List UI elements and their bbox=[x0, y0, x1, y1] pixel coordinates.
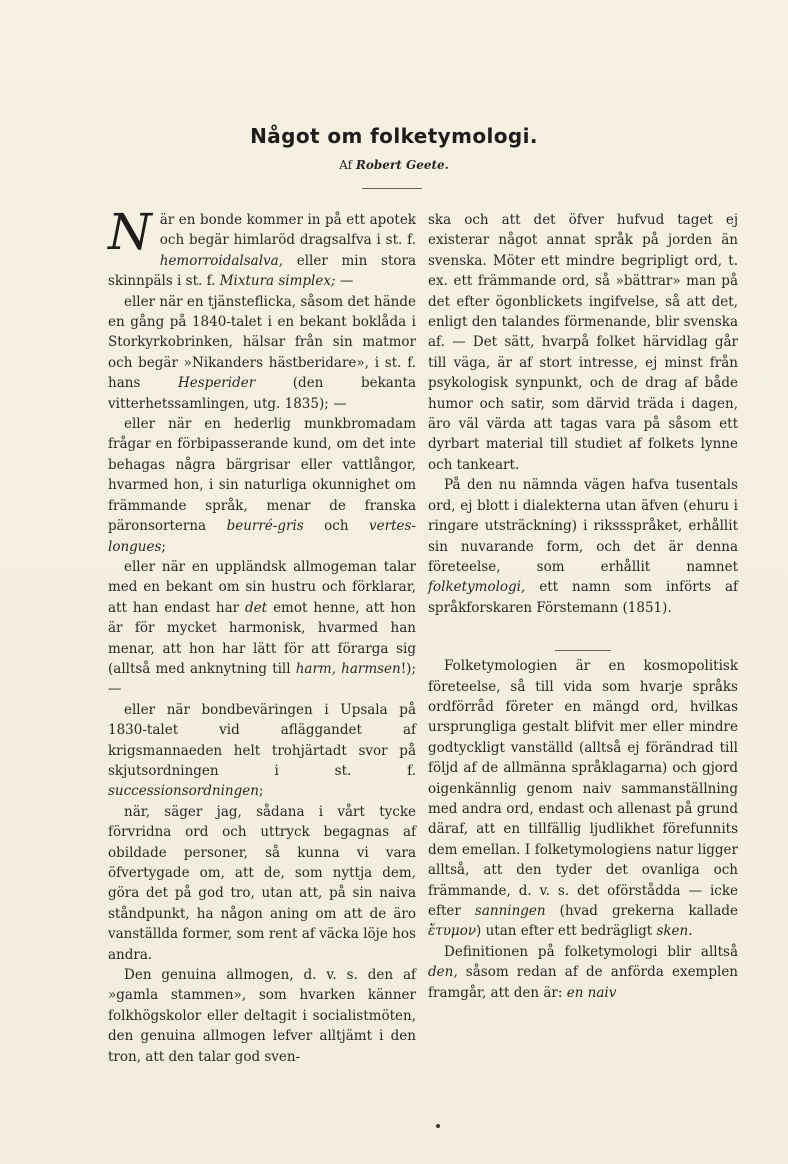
paragraph bbox=[428, 656, 738, 942]
italic-term: sken. bbox=[656, 923, 693, 940]
paragraph bbox=[108, 700, 416, 802]
text: eller min stora skinnpäls i st. f. bbox=[108, 252, 416, 290]
italic-term: successionsordningen bbox=[108, 783, 259, 800]
right-column bbox=[428, 210, 738, 1003]
text: ; bbox=[161, 538, 166, 555]
text: (den bekanta vitterhetssamlingen, utg. 1835); — bbox=[108, 375, 417, 412]
italic-term: det bbox=[245, 599, 268, 616]
italic-term: hemorroidalsalva, bbox=[159, 252, 283, 269]
text: såsom redan af de anförda exemplen framgår, att den är: bbox=[428, 964, 739, 1001]
text: !); — bbox=[108, 660, 416, 698]
text: eller när bondbeväringen i Upsala på 1830-talet vid afläggandet af krigsmannaeden helt trohjärtadt svor på skjutsordningen i st. f. bbox=[108, 701, 416, 779]
paragraph: ska och att det öfver hufvud taget ej existerar något annat språk på jorden än svenska. Möter ett mindre begripligt ord, t. ex. ett främmande ord, så »bättrar» man på det efter ögonblickets ingifvelse, så att det, enligt den talandes förmenande, blir svenska af. — Det sätt, hvarpå folket härvidlag går till väga, är af stort intresse, ej minst från psykologisk synpunkt, och de drag af både humor och satir, som därvid träda i dagen, äro väl värda att tagas vara på såsom ett dyrbart material till studiet af folkets lynne och tankeart. bbox=[428, 212, 738, 473]
section-divider bbox=[555, 650, 611, 651]
italic-term: sanningen bbox=[474, 903, 546, 919]
text: ett namn som införts af språkforskaren Förstemann (1851). bbox=[428, 579, 739, 616]
byline-prefix: Af bbox=[339, 158, 353, 172]
text: ) utan efter ett bedrägligt bbox=[476, 923, 653, 940]
text: eller när en hederlig munkbromadam frågar en förbipasserande kund, om det inte behagas några bärgrisar eller vattlångor, hvarmed hon, i sin naturliga okunnighet om främmande språk, menar de franska päronsorterna bbox=[108, 416, 416, 535]
title-divider bbox=[362, 188, 422, 189]
italic-term: Mixtura simplex; bbox=[219, 273, 336, 290]
drop-cap: N bbox=[108, 203, 152, 261]
italic-term: folketymologi, bbox=[428, 579, 526, 596]
text: är en bonde kommer in på ett apotek och begär himlaröd dragsalfva i st. f. bbox=[159, 212, 416, 249]
paragraph bbox=[428, 942, 738, 1003]
text: eller när en uppländsk allmogeman talar med en bekant om sin hustru och förklarar, att han endast har bbox=[108, 558, 416, 616]
byline bbox=[0, 158, 788, 172]
text: — bbox=[339, 273, 354, 290]
text: På den nu nämnda vägen hafva tusentals ord, ej blott i dialekterna utan äfven (ehuru i ringare utsträckning) i rikssspråket, erhållit sin nuvarande form, och det är denna företeelse, som erhållit namnet bbox=[428, 477, 738, 575]
text: ; bbox=[258, 783, 264, 800]
italic-term: beurré-gris bbox=[226, 518, 304, 535]
author-name: Robert Geete. bbox=[355, 158, 449, 172]
paragraph bbox=[108, 292, 416, 414]
italic-term: en naiv bbox=[566, 984, 617, 1001]
text: emot henne, att hon är för mycket harmonisk, hvarmed han menar, att hon har lätt för att förarga sig (alltså med anknytning till bbox=[108, 599, 416, 677]
left-column bbox=[108, 203, 417, 1067]
page-mark-dot bbox=[436, 1124, 440, 1128]
paragraph bbox=[108, 414, 416, 557]
italic-term: ἔτυμον bbox=[428, 923, 477, 940]
italic-term: vertes-longues bbox=[108, 518, 416, 555]
article-title: Något om folketymologi. bbox=[250, 124, 538, 148]
italic-term: harm, harmsen bbox=[295, 660, 401, 677]
text: eller när en tjänsteflicka, såsom det hände en gång på 1840-talet i en bekant boklåda i Storkyrkobrinken, hälsar från sin matmor och begär »Nikanders hästberidare», i st. f. hans bbox=[108, 293, 416, 392]
text: (hvad grekerna kallade bbox=[559, 903, 739, 919]
paragraph bbox=[428, 475, 738, 618]
paragraph: Den genuina allmogen, d. v. s. den af »gamla stammen», som hvarken känner folkhögskolor eller deltagit i socialistmöten, den genuina allmogen lefver alltjämt i den tron, att den talar god sven- bbox=[108, 967, 416, 1065]
paragraph bbox=[108, 557, 416, 700]
text: och bbox=[324, 518, 349, 535]
text: Folketymologien är en kosmopolitisk företeelse, så till vida som hvarje språks ordförråd företer en mängd ord, hvilkas ursprungliga gestalt blifvit mer eller mindre godtyckligt vanställd (alltså ej förändrad till följd af de allmänna språklagarna) och gjord oigenkännlig genom naiv sammanställning med andra ord, endast och allenast på grund däraf, att en tillfällig ljudlikhet förefunnits dem emellan. I folketymologiens natur ligger alltså, att den tyder det ovanliga och främmande, d. v. s. det oförstådda — icke efter bbox=[428, 658, 738, 919]
italic-term: den, bbox=[428, 964, 458, 981]
text: Definitionen på folketymologi blir alltså bbox=[444, 943, 738, 960]
paragraph: när, säger jag, sådana i vårt tycke förvridna ord och uttryck begagnas af obildade personer, så kunna vi vara öfvertygade om, att de, som nyttja dem, göra det på god tro, utan att, på sin naiva ståndpunkt, ha någon aning om att de äro vanställda former, som rent af väcka löje hos andra. bbox=[108, 803, 416, 963]
italic-term: Hesperider bbox=[177, 375, 256, 392]
paragraph bbox=[108, 203, 416, 292]
